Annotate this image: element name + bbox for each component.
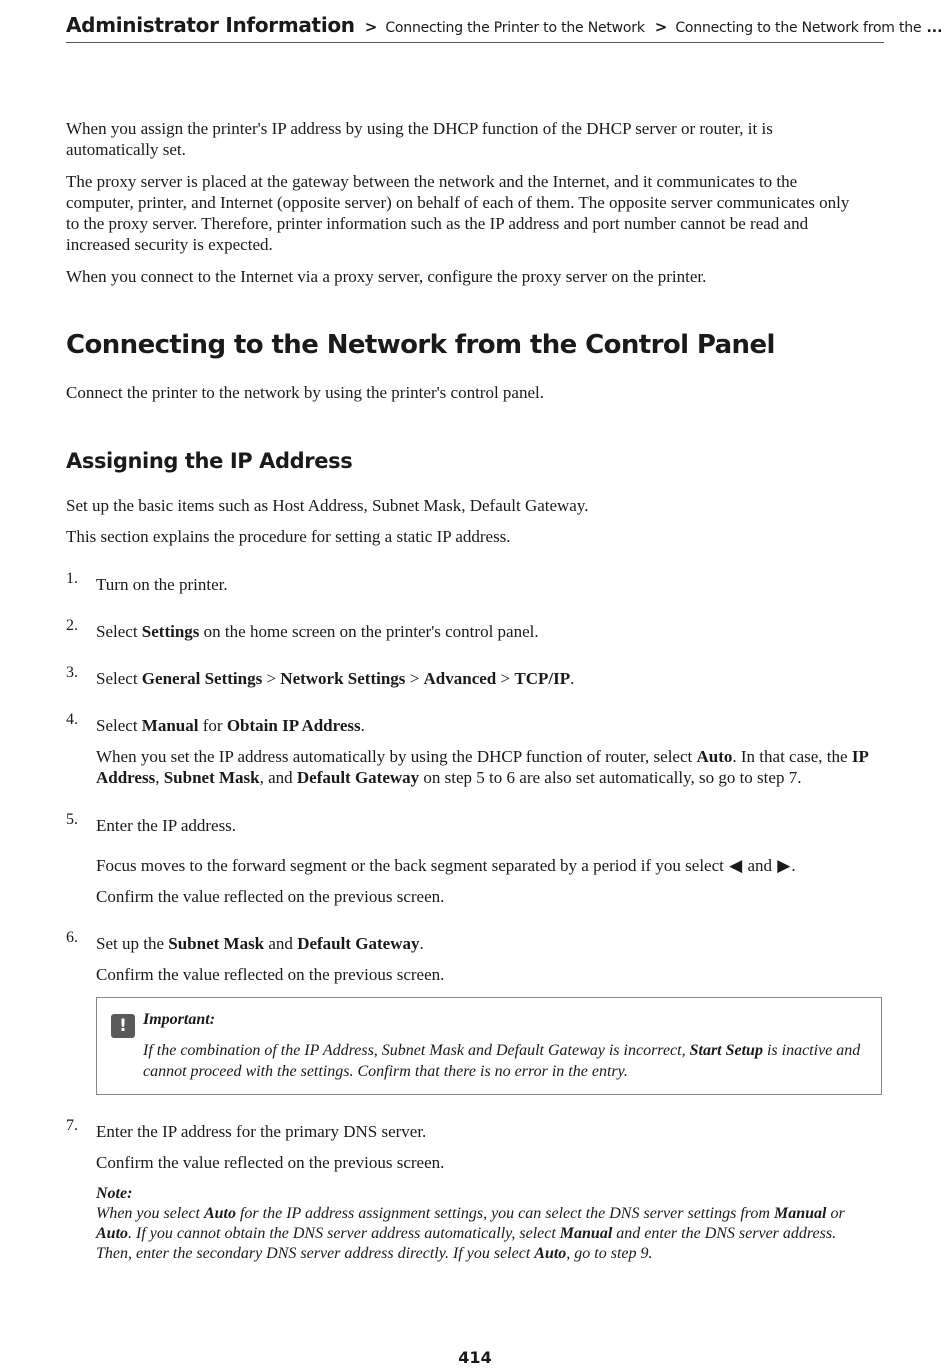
subsection-title-ip-address: Assigning the IP Address [66,449,353,473]
step-5 [96,815,886,907]
subsection-text-basic-items: Set up the basic items such as Host Address, Subnet Mask, Default Gateway. [66,496,589,515]
step-number: 4. [66,711,78,728]
section-intro [66,382,866,403]
step-5-confirm: Confirm the value reflected on the previous screen. [96,887,445,906]
menu-term-advanced: Advanced [423,669,497,688]
section-intro-text: Connect the printer to the network by using the printer's control panel. [66,383,545,402]
breadcrumb-separator: > [654,18,668,36]
step-7-confirm: Confirm the value reflected on the previous screen. [96,1153,445,1172]
important-callout [96,997,882,1095]
intro-text-configure: When you connect to the Internet via a proxy server, configure the proxy server on the printer. [66,267,707,286]
step-7 [96,1121,886,1173]
left-triangle-icon: ◀ [729,856,743,875]
note-callout [96,1184,871,1264]
step-6 [96,933,886,985]
step-text: Enter the IP address. [96,816,237,835]
intro-paragraph-proxy [66,171,856,255]
step-number: 5. [66,811,78,828]
note-title: Note: [96,1185,133,1202]
intro-text-proxy: The proxy server is placed at the gateway between the network and the Internet, and it communicates to the computer, printer, and Internet (opposite server) on behalf of each of them. The opposite server communicates only to the proxy server. Therefore, printer information such as the IP address and port number cannot be read and increased security is expected. [66,172,850,254]
important-body: If the combination of the IP Address, Subnet Mask and Default Gateway is incorrect, Start Setup is inactive and cannot proceed with the settings. Confirm that there is no error in the entry. [143,1042,861,1080]
menu-term-general-settings: General Settings [141,669,263,688]
menu-term-settings: Settings [141,622,200,641]
breadcrumb-ellipsis: ... [926,20,943,36]
step-text: Select Manual for Obtain IP Address. [96,716,365,735]
menu-term-network-settings: Network Settings [280,669,406,688]
step-number: 1. [66,570,78,587]
step-4 [96,715,886,788]
step-number: 7. [66,1117,78,1134]
breadcrumb-item-network[interactable]: Connecting the Printer to the Network [385,20,645,36]
right-triangle-icon: ▶ [777,856,791,875]
breadcrumb-item-control-panel[interactable]: Connecting to the Network from the [675,20,922,36]
step-number: 6. [66,929,78,946]
step-text: Set up the Subnet Mask and Default Gateway. [96,934,424,953]
subsection-text-static: This section explains the procedure for setting a static IP address. [66,527,511,546]
step-4-note: When you set the IP address automatically by using the DHCP function of router, select Auto. In that case, the IP Address, Subnet Mask, and Default Gateway on step 5 to 6 are also set automatically, so go to step 7. [96,747,868,787]
step-text: Enter the IP address for the primary DNS server. [96,1122,427,1141]
step-2 [96,621,886,642]
step-3 [96,668,886,689]
note-body: When you select Auto for the IP address assignment settings, you can select the DNS server settings from Manual or Auto. If you cannot obtain the DNS server address automatically, select Manual and enter the DNS server address. Then, enter the secondary DNS server address directly. If you select Auto, go to step 9. [96,1205,845,1262]
intro-paragraph-dhcp [66,118,856,160]
page-number: 414 [458,1348,492,1367]
step-text: Turn on the printer. [96,575,228,594]
intro-text-dhcp: When you assign the printer's IP address by using the DHCP function of the DHCP server or router, it is automatically set. [66,119,773,159]
menu-term-obtain-ip: Obtain IP Address [226,716,361,735]
exclamation-icon: ! [111,1014,135,1038]
menu-term-tcpip: TCP/IP [514,669,571,688]
step-1 [96,574,886,595]
step-6-confirm: Confirm the value reflected on the previous screen. [96,965,445,984]
step-number: 3. [66,664,78,681]
breadcrumb-section: Administrator Information [66,13,355,37]
breadcrumb-separator: > [364,18,378,36]
subsection-intro [66,495,866,516]
breadcrumb [66,8,943,43]
step-text: Select Settings on the home screen on the printer's control panel. [96,622,539,641]
important-title: Important: [143,1011,216,1028]
section-title-control-panel: Connecting to the Network from the Control Panel [66,330,775,360]
step-5-focus: Focus moves to the forward segment or the back segment separated by a period if you select ◀ and ▶. [96,856,796,875]
step-text: Select General Settings > Network Settings > Advanced > TCP/IP. [96,669,575,688]
step-number: 2. [66,617,78,634]
subsection-static-note [66,526,866,547]
intro-paragraph-configure [66,266,856,287]
menu-term-manual: Manual [141,716,199,735]
